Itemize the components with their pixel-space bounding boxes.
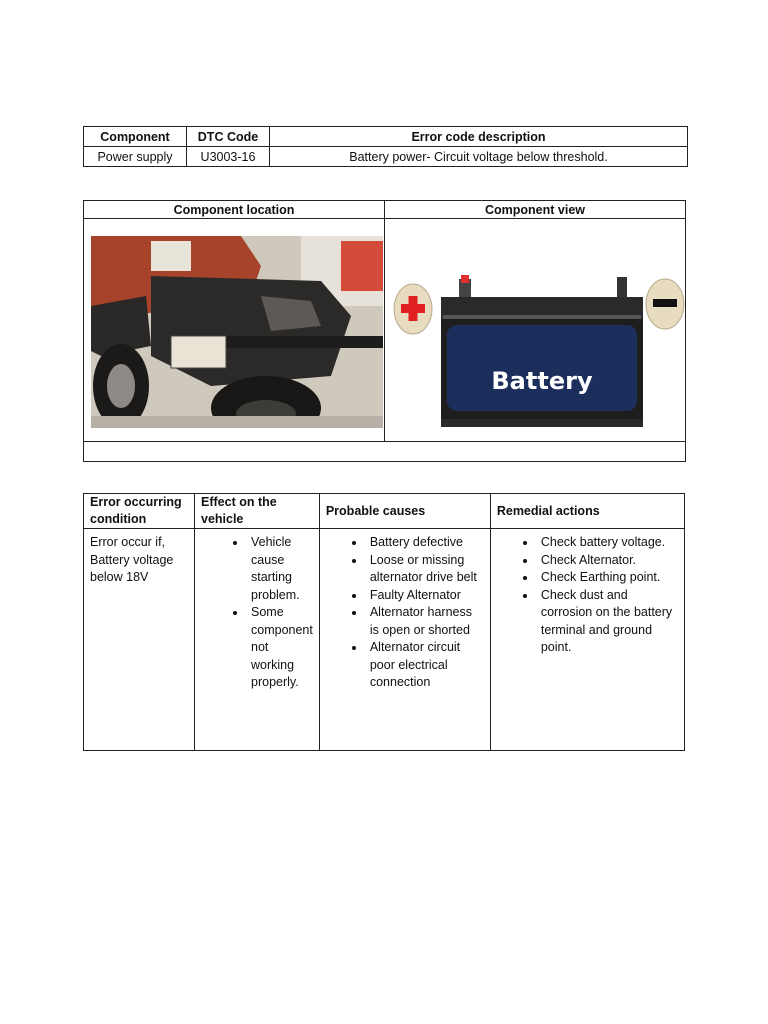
header-component: Component bbox=[84, 127, 187, 147]
details-data-row bbox=[84, 529, 685, 751]
list-item: • Check Earthing point. bbox=[537, 569, 678, 587]
plus-terminal-icon bbox=[394, 284, 432, 334]
header-component-view: Component view bbox=[385, 201, 686, 219]
list-item: • Check Alternator. bbox=[537, 552, 678, 570]
list-item: • Check dust and corrosion on the battery terminal and ground point. bbox=[537, 587, 678, 657]
minus-terminal-icon bbox=[646, 279, 684, 329]
location-table bbox=[83, 200, 686, 462]
location-image-row bbox=[84, 219, 686, 442]
component-location-cell bbox=[84, 219, 385, 442]
list-item: • Alternator harness is open or shorted bbox=[366, 604, 484, 639]
header-error-condition: Error occurring condition bbox=[84, 494, 195, 529]
truck-chassis-photo bbox=[91, 236, 383, 428]
effects-list bbox=[201, 534, 313, 692]
actions-list bbox=[497, 534, 678, 657]
summary-data-row bbox=[84, 147, 688, 167]
causes-list bbox=[326, 534, 484, 692]
location-header-row bbox=[84, 201, 686, 219]
summary-table bbox=[83, 126, 688, 167]
list-item: • Loose or missing alternator drive belt bbox=[366, 552, 484, 587]
details-table bbox=[83, 493, 685, 751]
list-item: • Some component not working properly. bbox=[247, 604, 313, 692]
cell-condition: Error occur if, Battery voltage below 18V bbox=[84, 529, 195, 751]
header-remedial-actions: Remedial actions bbox=[490, 494, 684, 529]
header-description: Error code description bbox=[270, 127, 688, 147]
cell-description: Battery power- Circuit voltage below threshold. bbox=[270, 147, 688, 167]
list-item: • Vehicle cause starting problem. bbox=[247, 534, 313, 604]
cell-actions bbox=[490, 529, 684, 751]
battery-label: Battery bbox=[491, 367, 593, 395]
header-dtc-code: DTC Code bbox=[187, 127, 270, 147]
cell-effects bbox=[195, 529, 320, 751]
cell-causes bbox=[319, 529, 490, 751]
component-view-cell bbox=[385, 219, 686, 442]
header-effect: Effect on the vehicle bbox=[195, 494, 320, 529]
header-probable-causes: Probable causes bbox=[319, 494, 490, 529]
cell-component: Power supply bbox=[84, 147, 187, 167]
cell-dtc-code: U3003-16 bbox=[187, 147, 270, 167]
details-header-row bbox=[84, 494, 685, 529]
list-item: • Check battery voltage. bbox=[537, 534, 678, 552]
summary-header-row bbox=[84, 127, 688, 147]
list-item: • Faulty Alternator bbox=[366, 587, 484, 605]
battery-illustration bbox=[391, 239, 687, 449]
list-item: • Battery defective bbox=[366, 534, 484, 552]
list-item: • Alternator circuit poor electrical connection bbox=[366, 639, 484, 692]
header-component-location: Component location bbox=[84, 201, 385, 219]
